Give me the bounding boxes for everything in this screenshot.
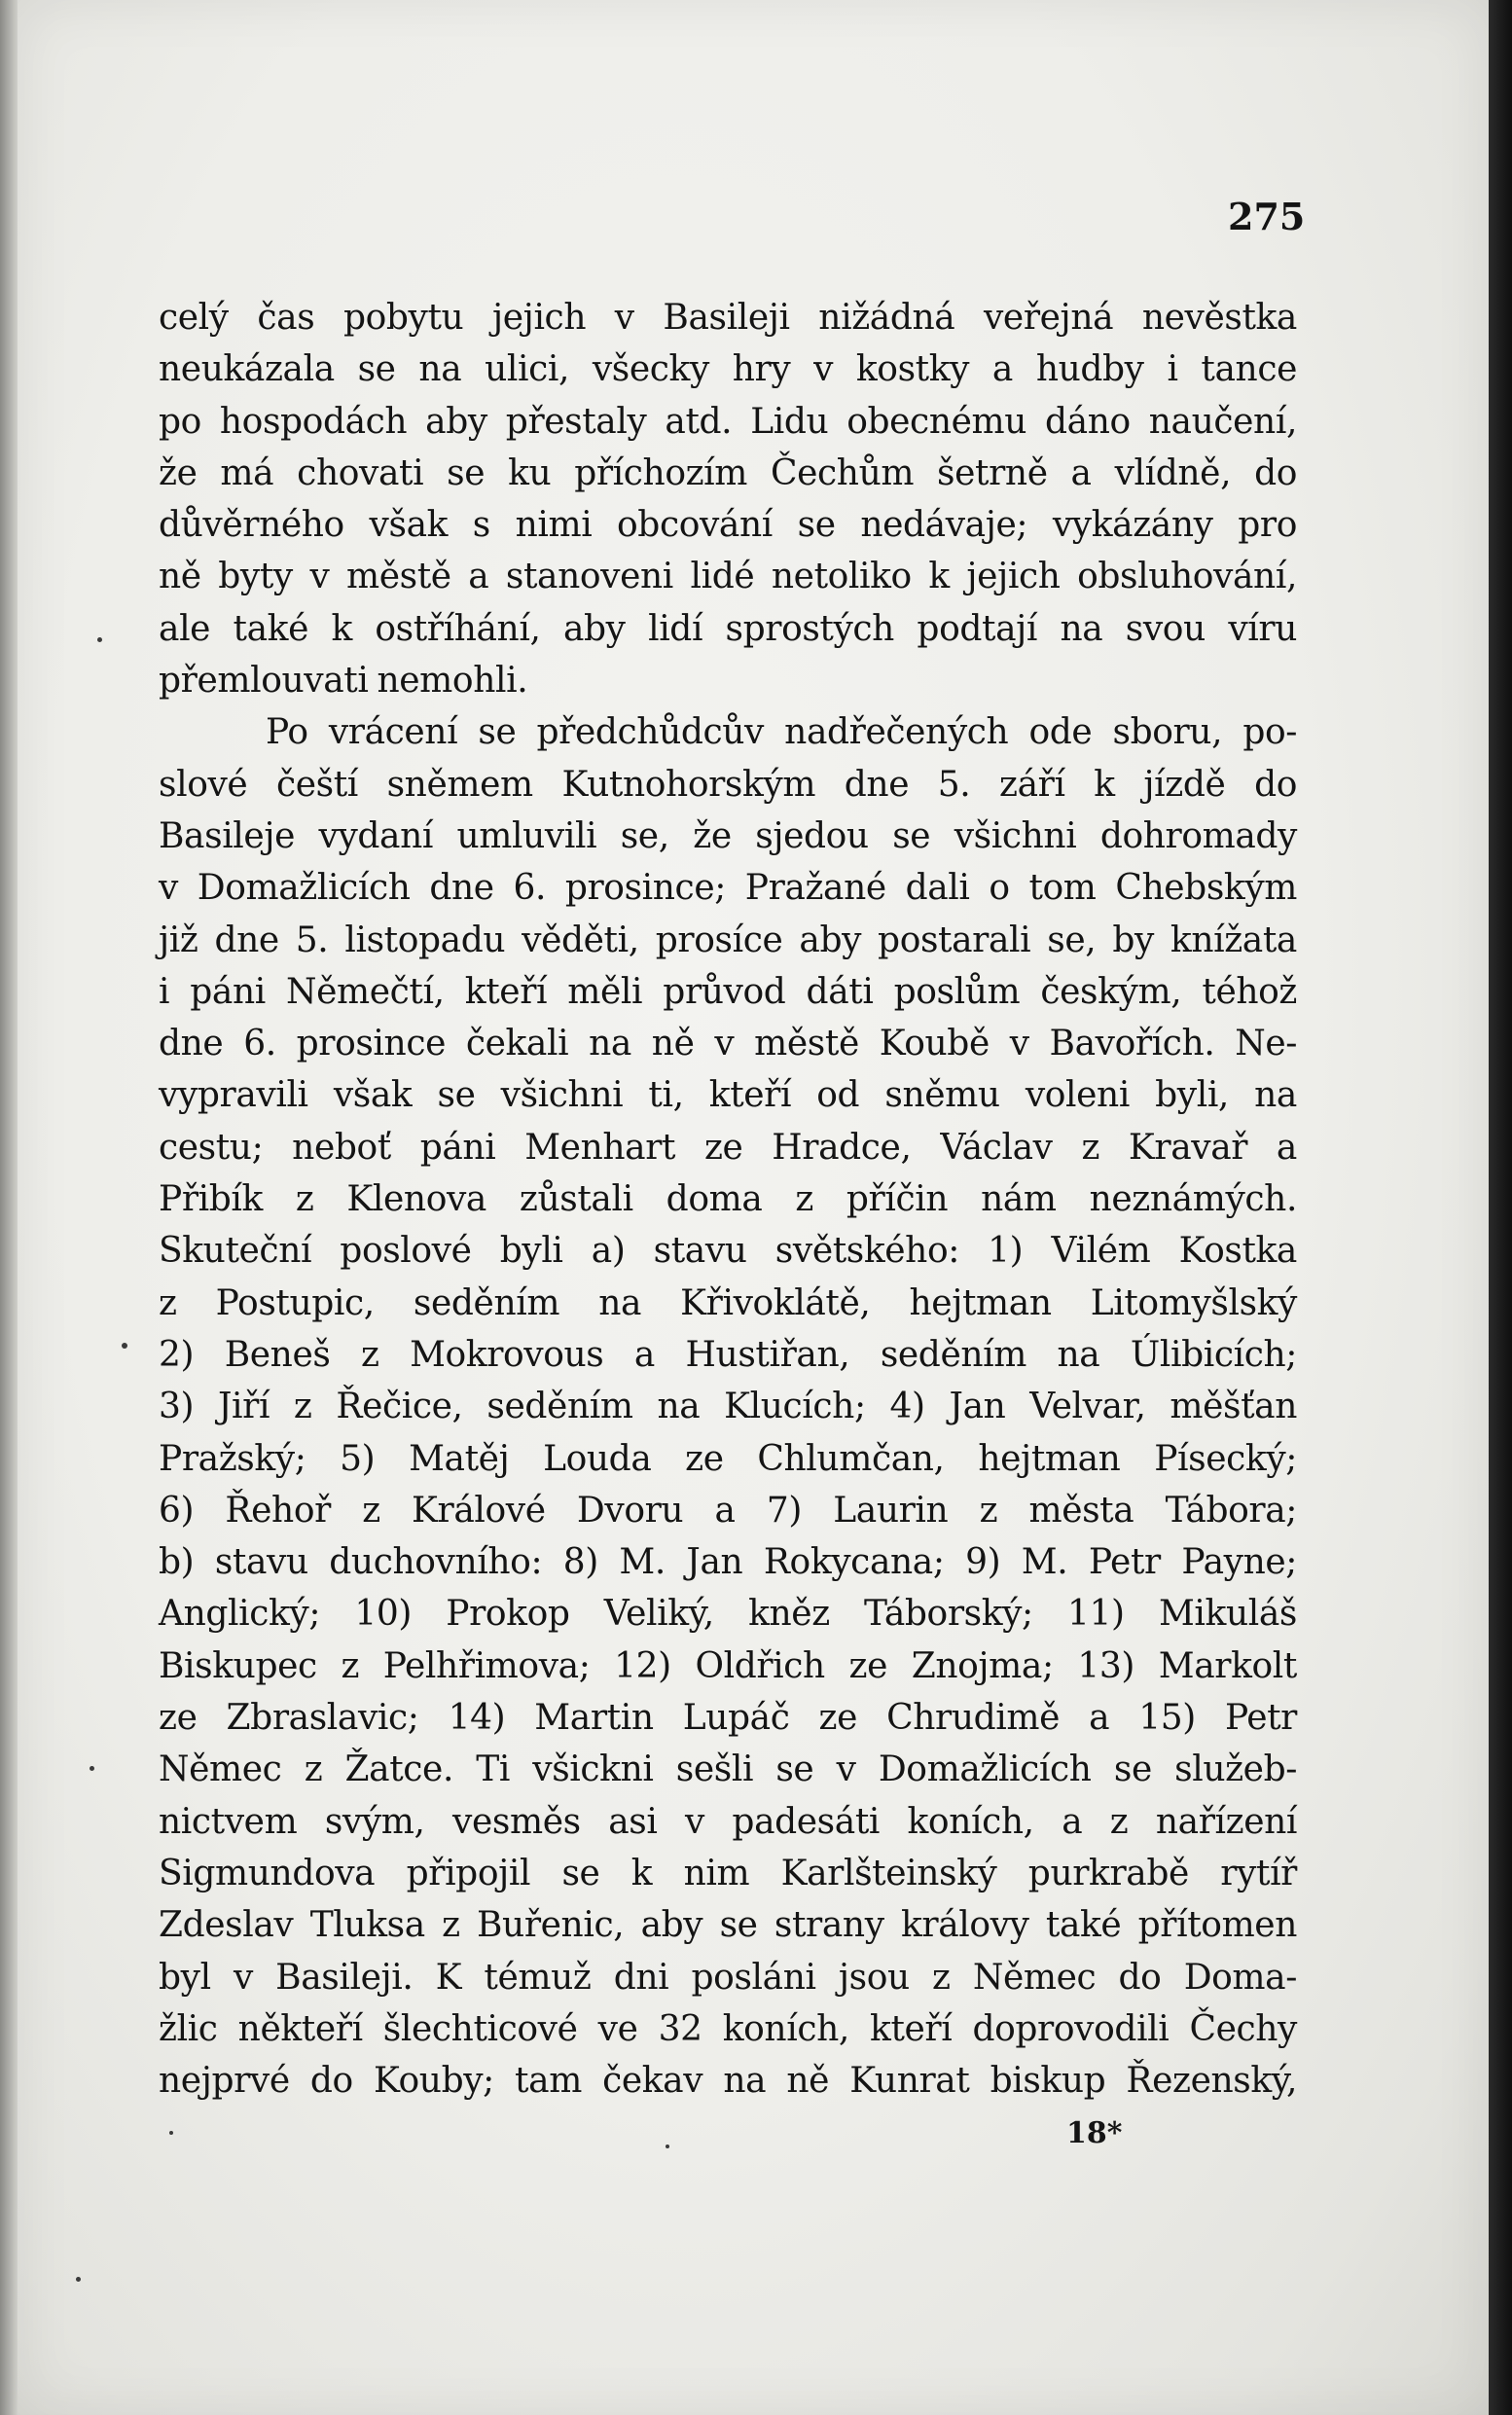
text-line: ze Zbraslavic; 14) Martin Lupáč ze Chrudimě a 15) Petr xyxy=(159,1698,1297,1739)
text-line: důvěrného však s nimi obcování se nedávaje; vykázány pro xyxy=(159,505,1297,546)
text-line: již dne 5. listopadu věděti, prosíce aby postarali se, by knížata xyxy=(159,919,1297,960)
scan-speck xyxy=(76,2277,81,2282)
page-number: 275 xyxy=(1228,195,1306,238)
page-left-edge xyxy=(0,0,18,2415)
body-text xyxy=(159,292,1297,2107)
text-line: b) stavu duchovního: 8) M. Jan Rokycana; 9) M. Petr Payne; xyxy=(159,1542,1297,1583)
printer-signature-mark: 18* xyxy=(1066,2116,1123,2150)
text-line: byl v Basileji. K témuž dni posláni jsou z Němec do Doma- xyxy=(159,1957,1297,1998)
text-line: slové čeští sněmem Kutnohorským dne 5. září k jízdě do xyxy=(159,764,1297,805)
text-line: neukázala se na ulici, všecky hry v kostky a hudby i tance xyxy=(159,349,1297,390)
text-line: v Domažlicích dne 6. prosince; Pražané dali o tom Chebským xyxy=(159,868,1297,909)
text-line: Přibík z Klenova zůstali doma z příčin nám neznámých. xyxy=(159,1179,1297,1220)
scan-speck xyxy=(169,2131,173,2135)
text-line: Basileje vydaní umluvili se, že sjedou se všichni dohromady xyxy=(159,815,1297,856)
text-line: Němec z Žatce. Ti všickni sešli se v Domažlicích se služeb- xyxy=(159,1749,1297,1790)
text-line: Po vrácení se předchůdcův nadřečených ode sboru, po- xyxy=(266,712,1297,753)
text-line: Skuteční poslové byli a) stavu světského: 1) Vilém Kostka xyxy=(159,1231,1297,1272)
text-line: ale také k ostříhání, aby lidí sprostých podtají na svou víru xyxy=(159,608,1297,649)
text-line: celý čas pobytu jejich v Basileji nižádná veřejná nevěstka xyxy=(159,298,1297,338)
text-line: i páni Němečtí, kteří měli průvod dáti poslům českým, téhož xyxy=(159,971,1297,1012)
text-line: 3) Jiří z Řečice, seděním na Klucích; 4) Jan Velvar, měšťan xyxy=(159,1387,1297,1427)
text-line: 2) Beneš z Mokrovous a Hustiřan, seděním na Úlibicích; xyxy=(159,1334,1297,1375)
scan-speck xyxy=(97,637,102,642)
text-line: nejprvé do Kouby; tam čekav na ně Kunrat biskup Řezenský, xyxy=(159,2061,1297,2102)
scan-speck xyxy=(666,2145,669,2148)
text-line: ně byty v městě a stanoveni lidé netoliko k jejich obsluhování, xyxy=(159,557,1297,597)
text-line: vypravili však se všichni ti, kteří od sněmu voleni byli, na xyxy=(159,1075,1297,1116)
text-line: po hospodách aby přestaly atd. Lidu obecnému dáno naučení, xyxy=(159,401,1297,442)
text-line: 6) Řehoř z Králové Dvoru a 7) Laurin z města Tábora; xyxy=(159,1490,1297,1531)
scan-speck xyxy=(90,1766,94,1771)
text-line: Zdeslav Tluksa z Buřenic, aby se strany královy také přítomen xyxy=(159,1905,1297,1946)
text-line: žlic někteří šlechticové ve 32 koních, kteří doprovodili Čechy xyxy=(159,2008,1297,2049)
text-line: Sigmundova připojil se k nim Karlšteinský purkrabě rytíř xyxy=(159,1853,1297,1893)
text-line: že má chovati se ku příchozím Čechům šetrně a vlídně, do xyxy=(159,452,1297,493)
text-line: Biskupec z Pelhřimova; 12) Oldřich ze Znojma; 13) Markolt xyxy=(159,1645,1297,1686)
text-line: přemlouvati nemohli. xyxy=(159,661,528,702)
text-line: nictvem svým, vesměs asi v padesáti koních, a z nařízení xyxy=(159,1801,1297,1842)
page-right-edge xyxy=(1489,0,1512,2415)
text-line: cestu; neboť páni Menhart ze Hradce, Václav z Kravař a xyxy=(159,1127,1297,1168)
text-line: z Postupic, seděním na Křivoklátě, hejtman Litomyšlský xyxy=(159,1282,1297,1323)
text-line: Pražský; 5) Matěj Louda ze Chlumčan, hejtman Písecký; xyxy=(159,1438,1297,1479)
text-line: Anglický; 10) Prokop Veliký, kněz Táborský; 11) Mikuláš xyxy=(159,1594,1297,1635)
scan-speck xyxy=(122,1343,127,1349)
text-line: dne 6. prosince čekali na ně v městě Koubě v Bavořích. Ne- xyxy=(159,1024,1297,1064)
